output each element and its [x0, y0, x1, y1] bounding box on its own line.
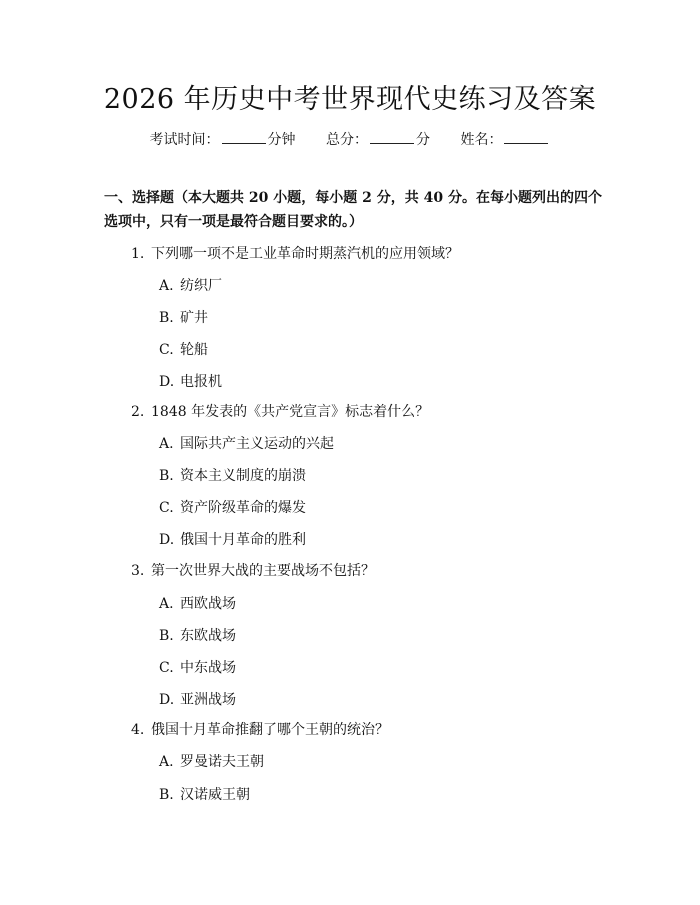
total-score-unit: 分 [416, 132, 430, 148]
total-score-blank [370, 129, 414, 144]
option-letter: A. [159, 436, 174, 452]
option-letter: A. [159, 754, 174, 770]
exam-time-blank [222, 129, 266, 144]
option-letter: C. [159, 342, 174, 358]
option-text: 电报机 [180, 374, 222, 390]
exam-meta [0, 128, 700, 152]
option-text: 资产阶级革命的爆发 [180, 500, 306, 516]
exam-time-unit: 分钟 [267, 132, 296, 148]
option-text: 汉诺威王朝 [180, 787, 250, 803]
option-text: 俄国十月革命的胜利 [180, 532, 306, 548]
exam-time-field [150, 128, 296, 152]
question-2-option-b [159, 466, 306, 486]
question-1-option-a [159, 276, 222, 296]
question-3-option-d [159, 690, 236, 710]
question-number: 4. [131, 722, 145, 738]
question-2-option-d [159, 530, 306, 550]
question-1-option-b [159, 308, 208, 328]
question-text: 第一次世界大战的主要战场不包括？ [151, 563, 375, 579]
question-4-option-b [159, 785, 250, 805]
option-letter: A. [159, 596, 174, 612]
question-4-option-a [159, 752, 264, 772]
option-letter: D. [159, 374, 175, 390]
question-4 [131, 720, 389, 740]
option-text: 资本主义制度的崩溃 [180, 468, 306, 484]
option-text: 西欧战场 [180, 596, 236, 612]
question-2 [131, 402, 429, 422]
total-score-field [326, 128, 430, 152]
question-text: 下列哪一项不是工业革命时期蒸汽机的应用领域？ [151, 246, 459, 262]
option-text: 矿井 [180, 310, 208, 326]
option-letter: B. [159, 628, 174, 644]
question-3-option-c [159, 658, 236, 678]
question-3-option-a [159, 594, 236, 614]
option-letter: C. [159, 500, 174, 516]
question-number: 2. [131, 404, 145, 420]
question-1-option-d [159, 372, 222, 392]
option-text: 亚洲战场 [180, 692, 236, 708]
question-1-option-c [159, 340, 208, 360]
option-letter: C. [159, 660, 174, 676]
total-score-label: 总分： [326, 132, 368, 148]
option-letter: A. [159, 278, 174, 294]
student-name-blank [504, 129, 548, 144]
question-1 [131, 244, 459, 264]
option-letter: D. [159, 692, 175, 708]
question-text: 1848 年发表的《共产党宣言》标志着什么？ [151, 404, 430, 420]
question-text: 俄国十月革命推翻了哪个王朝的统治？ [151, 722, 389, 738]
option-letter: B. [159, 787, 174, 803]
question-number: 1. [131, 246, 145, 262]
question-2-option-a [159, 434, 334, 454]
exam-time-label: 考试时间： [149, 132, 220, 148]
option-letter: D. [159, 532, 175, 548]
section-heading: 一、选择题（本大题共 20 小题，每小题 2 分，共 40 分。在每小题列出的四个选项中，只有一项是最符合题目要求的。） [104, 190, 602, 230]
page-title: 2026 年历史中考世界现代史练习及答案 [103, 84, 597, 115]
question-3 [131, 561, 375, 581]
question-3-option-b [159, 626, 236, 646]
question-number: 3. [131, 563, 145, 579]
option-text: 轮船 [180, 342, 208, 358]
student-name-field [460, 128, 550, 152]
option-text: 国际共产主义运动的兴起 [180, 436, 334, 452]
student-name-label: 姓名： [460, 132, 503, 148]
question-2-option-c [159, 498, 306, 518]
option-text: 中东战场 [180, 660, 236, 676]
option-text: 东欧战场 [180, 628, 236, 644]
option-text: 罗曼诺夫王朝 [180, 754, 264, 770]
option-letter: B. [159, 310, 174, 326]
option-letter: B. [159, 468, 174, 484]
option-text: 纺织厂 [180, 278, 222, 294]
